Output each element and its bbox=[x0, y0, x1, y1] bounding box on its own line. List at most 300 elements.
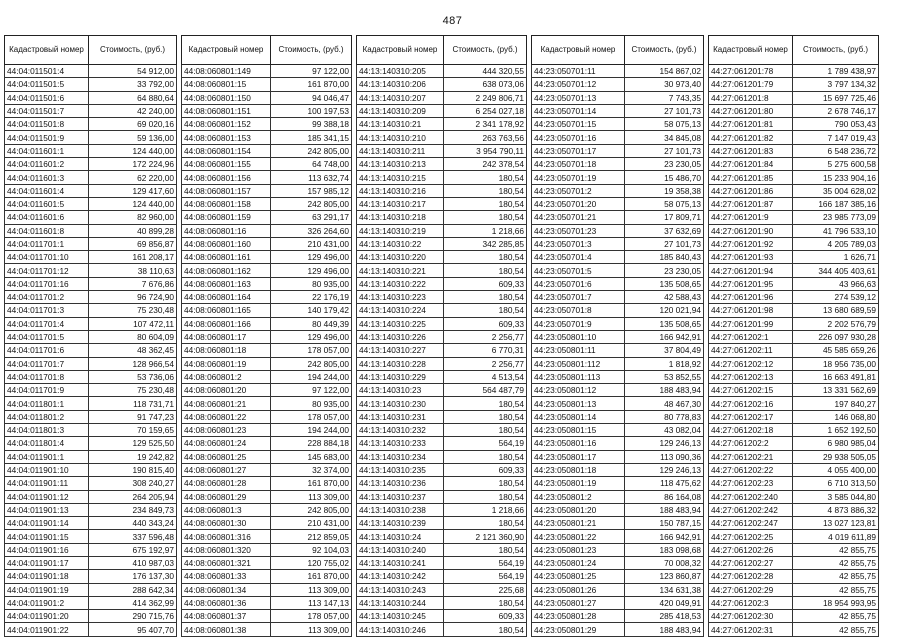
cadastral-number-cell: 44:27:061202:16 bbox=[709, 397, 793, 410]
cost-cell: 242 805,00 bbox=[271, 144, 352, 157]
cadastral-number-cell: 44:13:140310:233 bbox=[357, 437, 444, 450]
table-row bbox=[709, 304, 879, 317]
cadastral-number-cell: 44:08:060801:29 bbox=[182, 490, 271, 503]
cost-cell: 34 845,08 bbox=[625, 131, 704, 144]
cost-cell: 180,54 bbox=[444, 197, 527, 210]
cost-cell: 150 787,15 bbox=[625, 517, 704, 530]
table-row bbox=[709, 503, 879, 516]
table-row bbox=[532, 291, 704, 304]
cadastral-number-cell: 44:27:061202:22 bbox=[709, 463, 793, 476]
cost-cell: 58 075,13 bbox=[625, 197, 704, 210]
cadastral-number-cell: 44:27:061201:94 bbox=[709, 264, 793, 277]
table-row bbox=[182, 596, 352, 609]
cost-cell: 194 244,00 bbox=[271, 370, 352, 383]
cost-cell: 118 475,62 bbox=[625, 477, 704, 490]
table-row bbox=[5, 397, 177, 410]
cadastral-number-cell: 44:13:140310:227 bbox=[357, 344, 444, 357]
cadastral-number-cell: 44:08:060801:28 bbox=[182, 477, 271, 490]
table-row bbox=[182, 503, 352, 516]
cost-cell: 188 483,94 bbox=[625, 384, 704, 397]
cadastral-number-cell: 44:13:140310:205 bbox=[357, 65, 444, 78]
cadastral-number-cell: 44:23:050801:26 bbox=[532, 583, 625, 596]
cadastral-number-cell: 44:04:011501:9 bbox=[5, 131, 89, 144]
cost-cell: 180,54 bbox=[444, 184, 527, 197]
cadastral-number-cell: 44:23:050801:10 bbox=[532, 330, 625, 343]
cost-cell: 80 604,09 bbox=[89, 330, 177, 343]
cadastral-number-cell: 44:27:061201:9 bbox=[709, 211, 793, 224]
cost-cell: 99 388,18 bbox=[271, 118, 352, 131]
cost-cell: 172 224,96 bbox=[89, 158, 177, 171]
cadastral-number-cell: 44:13:140310:235 bbox=[357, 463, 444, 476]
table-row bbox=[532, 264, 704, 277]
table-row bbox=[5, 211, 177, 224]
cadastral-number-cell: 44:13:140310:24 bbox=[357, 530, 444, 543]
cost-cell: 1 652 192,50 bbox=[793, 424, 879, 437]
table-row bbox=[5, 583, 177, 596]
cost-cell: 190 815,40 bbox=[89, 463, 177, 476]
cadastral-number-cell: 44:08:060801:25 bbox=[182, 450, 271, 463]
cadastral-number-cell: 44:23:050801:17 bbox=[532, 450, 625, 463]
cost-cell: 69 856,87 bbox=[89, 237, 177, 250]
table-row bbox=[357, 357, 527, 370]
table-row bbox=[532, 370, 704, 383]
table-row bbox=[532, 144, 704, 157]
cost-cell: 64 880,64 bbox=[89, 91, 177, 104]
cadastral-number-cell: 44:23:050701:20 bbox=[532, 197, 625, 210]
cost-cell: 2 249 806,71 bbox=[444, 91, 527, 104]
cadastral-number-cell: 44:23:050701:18 bbox=[532, 158, 625, 171]
table-row bbox=[532, 158, 704, 171]
cost-cell: 161 870,00 bbox=[271, 570, 352, 583]
table-row bbox=[709, 543, 879, 556]
cadastral-number-cell: 44:08:060801:30 bbox=[182, 517, 271, 530]
cost-cell: 6 254 027,18 bbox=[444, 104, 527, 117]
cadastral-number-cell: 44:04:011901:10 bbox=[5, 463, 89, 476]
table-row bbox=[532, 344, 704, 357]
cadastral-number-cell: 44:08:060801:159 bbox=[182, 211, 271, 224]
cadastral-number-cell: 44:23:050701:6 bbox=[532, 277, 625, 290]
cadastral-number-cell: 44:23:050801:112 bbox=[532, 357, 625, 370]
cost-cell: 129 525,50 bbox=[89, 437, 177, 450]
cost-cell: 19 242,82 bbox=[89, 450, 177, 463]
cost-cell: 129 496,00 bbox=[271, 251, 352, 264]
cost-cell: 180,54 bbox=[444, 211, 527, 224]
cadastral-number-cell: 44:23:050801:16 bbox=[532, 437, 625, 450]
cadastral-number-cell: 44:08:060801:27 bbox=[182, 463, 271, 476]
cadastral-number-cell: 44:27:061202:13 bbox=[709, 370, 793, 383]
cadastral-number-cell: 44:27:061202:2 bbox=[709, 437, 793, 450]
table-row bbox=[182, 543, 352, 556]
cadastral-number-cell: 44:04:011601:8 bbox=[5, 224, 89, 237]
table-row bbox=[357, 543, 527, 556]
cadastral-number-cell: 44:13:140310:230 bbox=[357, 397, 444, 410]
table-row bbox=[182, 224, 352, 237]
cadastral-number-cell: 44:27:061202:17 bbox=[709, 410, 793, 423]
table-row bbox=[182, 118, 352, 131]
cost-cell: 129 246,13 bbox=[625, 463, 704, 476]
cadastral-number-cell: 44:04:011901:14 bbox=[5, 517, 89, 530]
table-row bbox=[532, 304, 704, 317]
cost-cell: 75 230,48 bbox=[89, 384, 177, 397]
cost-cell: 308 240,27 bbox=[89, 477, 177, 490]
cadastral-number-cell: 44:23:050801:24 bbox=[532, 556, 625, 569]
cadastral-number-cell: 44:08:060801:157 bbox=[182, 184, 271, 197]
table-row bbox=[709, 264, 879, 277]
cadastral-number-cell: 44:04:011701:9 bbox=[5, 384, 89, 397]
cost-cell: 5 275 600,58 bbox=[793, 158, 879, 171]
table-row bbox=[182, 78, 352, 91]
cadastral-number-cell: 44:13:140310:231 bbox=[357, 410, 444, 423]
cadastral-number-cell: 44:13:140310:211 bbox=[357, 144, 444, 157]
cost-cell: 178 057,00 bbox=[271, 410, 352, 423]
table-row bbox=[709, 211, 879, 224]
cost-cell: 80 935,00 bbox=[271, 397, 352, 410]
table-row bbox=[357, 570, 527, 583]
cost-cell: 32 374,00 bbox=[271, 463, 352, 476]
cadastral-number-cell: 44:08:060801:151 bbox=[182, 104, 271, 117]
table-row bbox=[357, 623, 527, 636]
cost-cell: 180,54 bbox=[444, 424, 527, 437]
cadastral-number-cell: 44:23:050801:13 bbox=[532, 397, 625, 410]
cost-cell: 145 683,00 bbox=[271, 450, 352, 463]
cadastral-number-cell: 44:08:060801:320 bbox=[182, 543, 271, 556]
table-row bbox=[357, 384, 527, 397]
cadastral-table bbox=[4, 35, 177, 637]
cost-cell: 13 331 562,69 bbox=[793, 384, 879, 397]
cost-cell: 59 136,00 bbox=[89, 131, 177, 144]
cadastral-number-cell: 44:23:050701:21 bbox=[532, 211, 625, 224]
table-row bbox=[709, 596, 879, 609]
cadastral-number-cell: 44:08:060801:164 bbox=[182, 291, 271, 304]
cadastral-number-cell: 44:13:140310:246 bbox=[357, 623, 444, 636]
cadastral-number-cell: 44:27:061201:80 bbox=[709, 104, 793, 117]
cadastral-number-cell: 44:08:060801:17 bbox=[182, 330, 271, 343]
cost-cell: 113 632,74 bbox=[271, 171, 352, 184]
cost-cell: 180,54 bbox=[444, 251, 527, 264]
table-row bbox=[709, 330, 879, 343]
table-row bbox=[5, 197, 177, 210]
table-row bbox=[709, 317, 879, 330]
cadastral-number-cell: 44:23:050701:5 bbox=[532, 264, 625, 277]
table-row bbox=[709, 583, 879, 596]
cost-cell: 161 870,00 bbox=[271, 78, 352, 91]
cadastral-number-cell: 44:04:011901:20 bbox=[5, 610, 89, 623]
cost-cell: 166 187 385,16 bbox=[793, 197, 879, 210]
cost-cell: 180,54 bbox=[444, 517, 527, 530]
cadastral-number-cell: 44:08:060801:161 bbox=[182, 251, 271, 264]
cost-cell: 16 663 491,81 bbox=[793, 370, 879, 383]
cost-cell: 242 378,54 bbox=[444, 158, 527, 171]
cadastral-number-cell: 44:08:060801:16 bbox=[182, 224, 271, 237]
cost-cell: 178 057,00 bbox=[271, 610, 352, 623]
cadastral-number-cell: 44:27:061201:86 bbox=[709, 184, 793, 197]
table-row bbox=[357, 91, 527, 104]
table-row bbox=[709, 623, 879, 636]
table-row bbox=[709, 477, 879, 490]
cadastral-number-cell: 44:04:011901:22 bbox=[5, 623, 89, 636]
cadastral-number-cell: 44:23:050801:29 bbox=[532, 623, 625, 636]
cadastral-number-cell: 44:04:011901:13 bbox=[5, 503, 89, 516]
cadastral-number-cell: 44:27:061202:26 bbox=[709, 543, 793, 556]
cadastral-table-column-1 bbox=[4, 35, 177, 637]
table-row bbox=[5, 144, 177, 157]
cost-cell: 3 797 134,32 bbox=[793, 78, 879, 91]
cost-cell: 48 362,45 bbox=[89, 344, 177, 357]
cadastral-number-cell: 44:08:060801:149 bbox=[182, 65, 271, 78]
cost-cell: 62 220,00 bbox=[89, 171, 177, 184]
cadastral-number-cell: 44:13:140310:242 bbox=[357, 570, 444, 583]
cadastral-number-cell: 44:04:011701:5 bbox=[5, 330, 89, 343]
cadastral-number-cell: 44:13:140310:219 bbox=[357, 224, 444, 237]
cadastral-number-cell: 44:23:050701:15 bbox=[532, 118, 625, 131]
cost-cell: 33 792,00 bbox=[89, 78, 177, 91]
cost-cell: 37 632,69 bbox=[625, 224, 704, 237]
table-row bbox=[182, 91, 352, 104]
table-row bbox=[5, 437, 177, 450]
cadastral-number-cell: 44:27:061202:11 bbox=[709, 344, 793, 357]
table-row bbox=[709, 397, 879, 410]
table-row bbox=[182, 65, 352, 78]
table-row bbox=[709, 91, 879, 104]
header-cost: Стоимость, (руб.) bbox=[625, 36, 704, 65]
cost-cell: 210 431,00 bbox=[271, 517, 352, 530]
cadastral-number-cell: 44:08:060801:36 bbox=[182, 596, 271, 609]
cost-cell: 19 358,38 bbox=[625, 184, 704, 197]
table-row bbox=[357, 424, 527, 437]
cadastral-table-column-3 bbox=[356, 35, 527, 637]
table-row bbox=[357, 184, 527, 197]
cost-cell: 18 956 735,00 bbox=[793, 357, 879, 370]
cost-cell: 146 068,80 bbox=[793, 410, 879, 423]
table-row bbox=[709, 171, 879, 184]
cadastral-number-cell: 44:27:061202:30 bbox=[709, 610, 793, 623]
cadastral-number-cell: 44:08:060801:150 bbox=[182, 91, 271, 104]
table-row bbox=[5, 570, 177, 583]
cadastral-number-cell: 44:04:011501:6 bbox=[5, 91, 89, 104]
table-row bbox=[709, 437, 879, 450]
cost-cell: 42 240,00 bbox=[89, 104, 177, 117]
cost-cell: 178 057,00 bbox=[271, 344, 352, 357]
cadastral-number-cell: 44:23:050801:18 bbox=[532, 463, 625, 476]
cadastral-number-cell: 44:04:011901:18 bbox=[5, 570, 89, 583]
table-row bbox=[709, 184, 879, 197]
cadastral-number-cell: 44:13:140310:245 bbox=[357, 610, 444, 623]
table-row bbox=[357, 317, 527, 330]
cost-cell: 157 985,12 bbox=[271, 184, 352, 197]
table-row bbox=[709, 104, 879, 117]
cadastral-table-column-5 bbox=[708, 35, 879, 637]
cost-cell: 564,19 bbox=[444, 556, 527, 569]
table-row bbox=[532, 118, 704, 131]
table-row bbox=[532, 357, 704, 370]
cost-cell: 234 849,73 bbox=[89, 503, 177, 516]
cost-cell: 129 417,60 bbox=[89, 184, 177, 197]
table-row bbox=[532, 197, 704, 210]
table-row bbox=[5, 171, 177, 184]
table-row bbox=[357, 330, 527, 343]
cadastral-number-cell: 44:23:050801:23 bbox=[532, 543, 625, 556]
cadastral-number-cell: 44:04:011501:7 bbox=[5, 104, 89, 117]
table-row bbox=[709, 463, 879, 476]
cost-cell: 4 055 400,00 bbox=[793, 463, 879, 476]
table-row bbox=[5, 424, 177, 437]
cost-cell: 42 855,75 bbox=[793, 610, 879, 623]
cadastral-number-cell: 44:27:061201:98 bbox=[709, 304, 793, 317]
table-row bbox=[357, 197, 527, 210]
table-row bbox=[5, 78, 177, 91]
cadastral-number-cell: 44:13:140310:224 bbox=[357, 304, 444, 317]
cost-cell: 183 098,68 bbox=[625, 543, 704, 556]
table-row bbox=[5, 118, 177, 131]
cost-cell: 123 860,87 bbox=[625, 570, 704, 583]
table-body bbox=[5, 65, 177, 637]
cost-cell: 23 985 773,09 bbox=[793, 211, 879, 224]
cadastral-number-cell: 44:23:050801:25 bbox=[532, 570, 625, 583]
cost-cell: 64 748,00 bbox=[271, 158, 352, 171]
table-row bbox=[357, 517, 527, 530]
table-row bbox=[357, 583, 527, 596]
cost-cell: 129 496,00 bbox=[271, 264, 352, 277]
cadastral-number-cell: 44:27:061201:93 bbox=[709, 251, 793, 264]
cadastral-number-cell: 44:04:011701:6 bbox=[5, 344, 89, 357]
table-row bbox=[5, 357, 177, 370]
cost-cell: 96 724,90 bbox=[89, 291, 177, 304]
cadastral-number-cell: 44:04:011701:7 bbox=[5, 357, 89, 370]
cadastral-number-cell: 44:08:060801:155 bbox=[182, 158, 271, 171]
cost-cell: 180,54 bbox=[444, 264, 527, 277]
header-cost: Стоимость, (руб.) bbox=[793, 36, 879, 65]
table-row bbox=[182, 304, 352, 317]
cadastral-number-cell: 44:23:050701:9 bbox=[532, 317, 625, 330]
cadastral-number-cell: 44:23:050801:22 bbox=[532, 530, 625, 543]
cost-cell: 1 626,71 bbox=[793, 251, 879, 264]
cadastral-number-cell: 44:27:061201:87 bbox=[709, 197, 793, 210]
cadastral-number-cell: 44:27:061202:31 bbox=[709, 623, 793, 636]
cadastral-number-cell: 44:23:050801:2 bbox=[532, 490, 625, 503]
cadastral-number-cell: 44:23:050701:11 bbox=[532, 65, 625, 78]
table-row bbox=[182, 530, 352, 543]
table-row bbox=[357, 171, 527, 184]
cadastral-number-cell: 44:27:061202:29 bbox=[709, 583, 793, 596]
cost-cell: 113 309,00 bbox=[271, 583, 352, 596]
table-row bbox=[709, 490, 879, 503]
cost-cell: 2 121 360,90 bbox=[444, 530, 527, 543]
cadastral-number-cell: 44:27:061202:28 bbox=[709, 570, 793, 583]
header-cost: Стоимость, (руб.) bbox=[89, 36, 177, 65]
table-row bbox=[532, 91, 704, 104]
cost-cell: 444 320,55 bbox=[444, 65, 527, 78]
table-row bbox=[532, 78, 704, 91]
cadastral-number-cell: 44:23:050801:15 bbox=[532, 424, 625, 437]
cost-cell: 210 431,00 bbox=[271, 237, 352, 250]
table-row bbox=[357, 118, 527, 131]
cost-cell: 35 004 628,02 bbox=[793, 184, 879, 197]
table-row bbox=[357, 251, 527, 264]
cost-cell: 212 859,05 bbox=[271, 530, 352, 543]
cost-cell: 264 205,94 bbox=[89, 490, 177, 503]
table-row bbox=[5, 596, 177, 609]
cadastral-number-cell: 44:08:060801:34 bbox=[182, 583, 271, 596]
cadastral-number-cell: 44:27:061201:92 bbox=[709, 237, 793, 250]
table-row bbox=[357, 264, 527, 277]
table-row bbox=[357, 131, 527, 144]
cost-cell: 2 256,77 bbox=[444, 357, 527, 370]
table-row bbox=[182, 410, 352, 423]
table-row bbox=[182, 437, 352, 450]
table-row bbox=[357, 370, 527, 383]
header-cadastral-number: Кадастровый номер bbox=[5, 36, 89, 65]
table-row bbox=[182, 623, 352, 636]
table-body bbox=[709, 65, 879, 637]
table-row bbox=[532, 251, 704, 264]
table-row bbox=[709, 410, 879, 423]
cadastral-number-cell: 44:13:140310:228 bbox=[357, 357, 444, 370]
cost-cell: 2 256,77 bbox=[444, 330, 527, 343]
cadastral-number-cell: 44:04:011901:11 bbox=[5, 477, 89, 490]
cost-cell: 92 104,03 bbox=[271, 543, 352, 556]
table-row bbox=[709, 78, 879, 91]
cadastral-number-cell: 44:04:011701:8 bbox=[5, 370, 89, 383]
cadastral-number-cell: 44:13:140310:240 bbox=[357, 543, 444, 556]
page-number: 487 bbox=[442, 15, 463, 27]
cost-cell: 4 873 886,32 bbox=[793, 503, 879, 516]
cadastral-table bbox=[181, 35, 352, 637]
header-cost: Стоимость, (руб.) bbox=[271, 36, 352, 65]
cost-cell: 97 122,00 bbox=[271, 384, 352, 397]
table-row bbox=[182, 397, 352, 410]
table-row bbox=[182, 171, 352, 184]
table-row bbox=[532, 277, 704, 290]
cost-cell: 3 954 790,11 bbox=[444, 144, 527, 157]
cadastral-table-column-4 bbox=[531, 35, 704, 637]
table-row bbox=[532, 424, 704, 437]
cost-cell: 166 942,91 bbox=[625, 530, 704, 543]
cost-cell: 188 483,94 bbox=[625, 503, 704, 516]
cost-cell: 6 548 236,72 bbox=[793, 144, 879, 157]
cadastral-number-cell: 44:04:011701:1 bbox=[5, 237, 89, 250]
cost-cell: 2 341 178,92 bbox=[444, 118, 527, 131]
table-row bbox=[357, 344, 527, 357]
table-row bbox=[532, 490, 704, 503]
cost-cell: 75 230,48 bbox=[89, 304, 177, 317]
cadastral-number-cell: 44:13:140310:238 bbox=[357, 503, 444, 516]
cadastral-number-cell: 44:27:061201:84 bbox=[709, 158, 793, 171]
cost-cell: 42 855,75 bbox=[793, 556, 879, 569]
cadastral-number-cell: 44:08:060801:162 bbox=[182, 264, 271, 277]
cost-cell: 1 818,92 bbox=[625, 357, 704, 370]
cadastral-number-cell: 44:23:050701:3 bbox=[532, 237, 625, 250]
cadastral-number-cell: 44:04:011901:19 bbox=[5, 583, 89, 596]
cadastral-number-cell: 44:27:061201:90 bbox=[709, 224, 793, 237]
table-row bbox=[532, 330, 704, 343]
cost-cell: 180,54 bbox=[444, 596, 527, 609]
cost-cell: 420 049,91 bbox=[625, 596, 704, 609]
cost-cell: 180,54 bbox=[444, 477, 527, 490]
table-row bbox=[5, 477, 177, 490]
cadastral-number-cell: 44:27:061202:18 bbox=[709, 424, 793, 437]
cadastral-number-cell: 44:04:011901:16 bbox=[5, 543, 89, 556]
cadastral-number-cell: 44:08:060801:37 bbox=[182, 610, 271, 623]
cadastral-number-cell: 44:27:061201:99 bbox=[709, 317, 793, 330]
table-row bbox=[5, 104, 177, 117]
table-row bbox=[357, 610, 527, 623]
cost-cell: 58 075,13 bbox=[625, 118, 704, 131]
table-row bbox=[532, 384, 704, 397]
cadastral-number-cell: 44:23:050801:27 bbox=[532, 596, 625, 609]
table-row bbox=[532, 131, 704, 144]
header-cost: Стоимость, (руб.) bbox=[444, 36, 527, 65]
cadastral-number-cell: 44:13:140310:244 bbox=[357, 596, 444, 609]
